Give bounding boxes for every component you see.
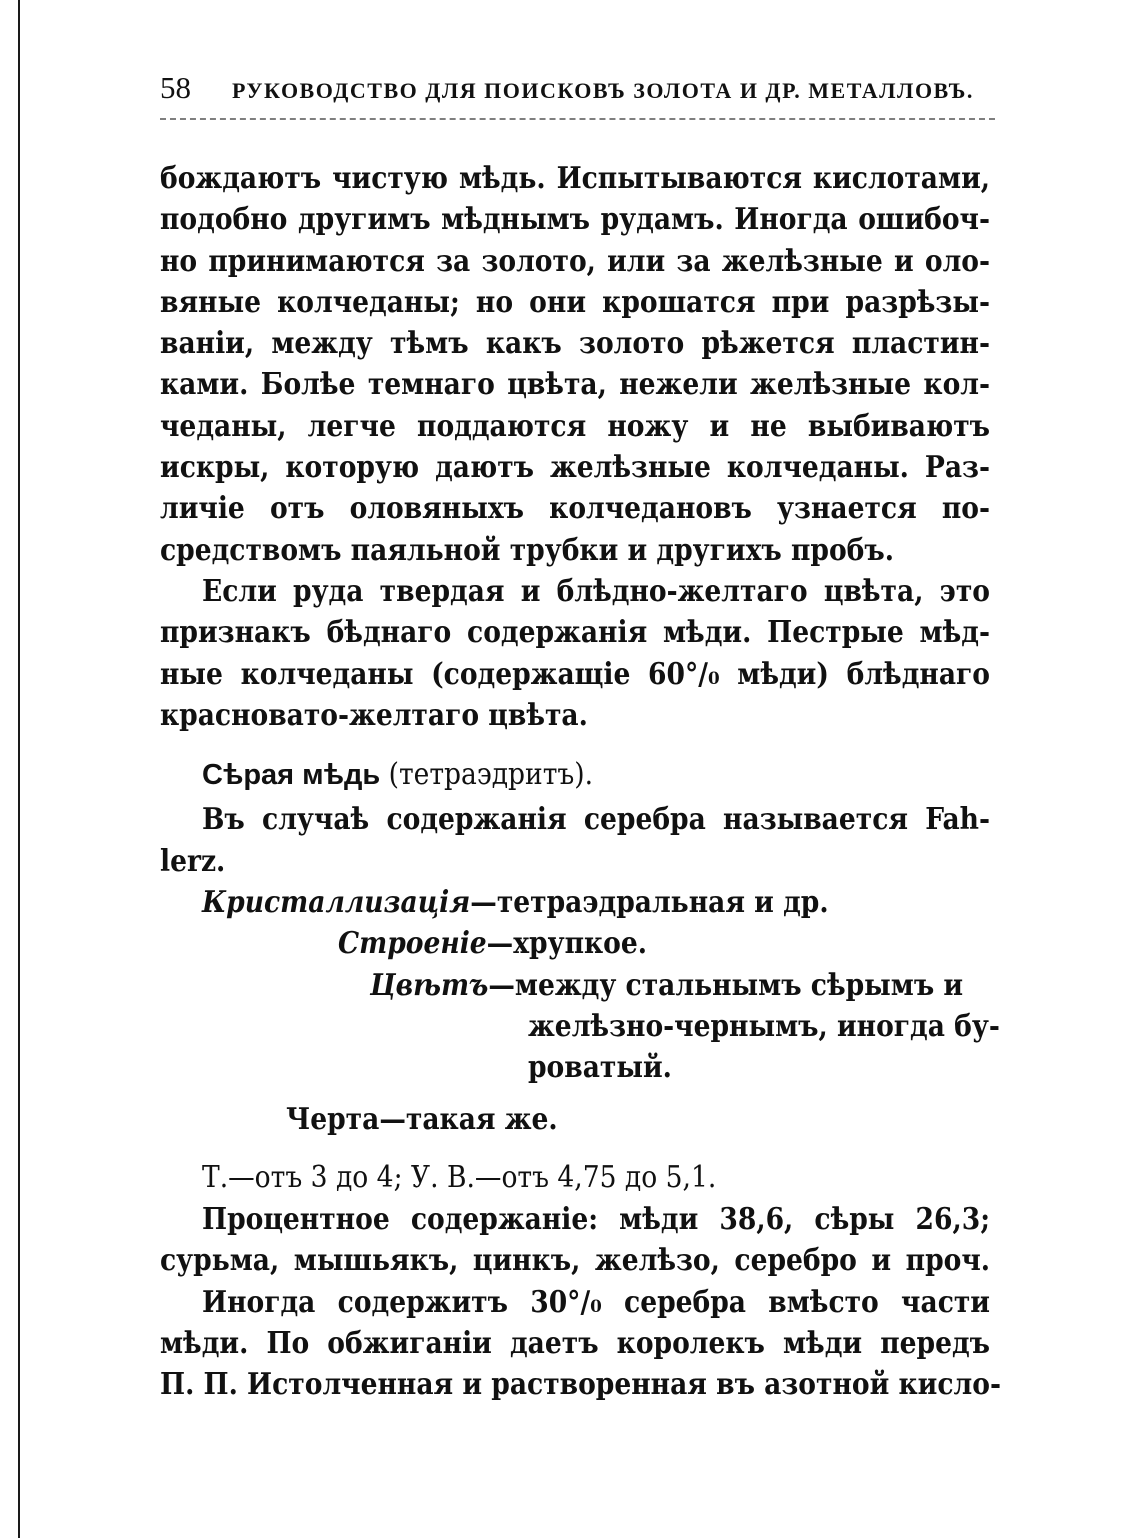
property-value: —тетраэдральная и др. xyxy=(470,884,829,920)
section-heading-plain: (тетраэдритъ). xyxy=(380,757,594,792)
text-line: Иногда содержитъ 30°/₀ серебра вмѣсто части xyxy=(202,1283,990,1319)
property-color-cont: роватый. xyxy=(528,1049,672,1085)
text-line: сурьма, мышьякъ, цинкъ, желѣзо, серебро и проч. xyxy=(160,1242,990,1278)
text-line: средствомъ паяльной трубки и другихъ пробъ. xyxy=(160,531,894,567)
body-text xyxy=(160,157,1001,1405)
section-intro xyxy=(160,798,990,881)
property-term: Кристаллизація xyxy=(202,884,471,920)
section-heading-bold: Сѣрая мѣдь xyxy=(202,759,381,792)
section-heading xyxy=(160,753,990,794)
property-color-cont: желѣзно-чернымъ, иногда бу- xyxy=(528,1007,1000,1043)
text-line: искры, которую даютъ желѣзные колчеданы. Раз- xyxy=(160,449,990,485)
paragraph-1 xyxy=(160,157,990,570)
header-rule xyxy=(160,118,995,120)
text-line: бождаютъ чистую мѣдь. Испытываются кислотами, xyxy=(160,160,990,195)
text-line: ваніи, между тѣмъ какъ золото рѣжется пластин- xyxy=(160,325,990,361)
text-line: красновато-желтаго цвѣта. xyxy=(160,696,588,732)
property-color xyxy=(160,964,990,1005)
property-term: Цвѣтъ xyxy=(370,966,489,1002)
property-structure xyxy=(160,922,990,963)
text-line: ные колчеданы (содержащіе 60°/₀ мѣди) блѣднаго xyxy=(160,655,990,691)
hardness-line: Т.—отъ 3 до 4; У. В.—отъ 4,75 до 5,1. xyxy=(202,1159,717,1194)
paragraph-2 xyxy=(160,570,990,735)
text-line: личіе отъ оловяныхъ колчедановъ узнается по- xyxy=(160,490,990,526)
running-head xyxy=(160,70,990,114)
text-line: Въ случаѣ содержанія серебра называется Fah- xyxy=(202,801,990,837)
property-value: —между стальнымъ сѣрымъ и xyxy=(488,966,964,1002)
text-line: П. П. Истолченная и растворенная въ азотной кисло- xyxy=(160,1366,1001,1402)
text-line: lerz. xyxy=(160,842,226,878)
property-streak: Черта—такая же. xyxy=(286,1100,558,1136)
text-line: вяные колчеданы; но они крошатся при разрѣзы- xyxy=(160,283,990,319)
book-page xyxy=(160,70,1001,1405)
property-term: Строеніе xyxy=(338,925,487,961)
text-line: подобно другимъ мѣднымъ рудамъ. Иногда ошибоч- xyxy=(160,201,990,237)
last-paragraph xyxy=(160,1281,1001,1405)
page-number: 58 xyxy=(160,70,191,105)
text-line: мѣди. По обжиганіи даетъ королекъ мѣди передъ xyxy=(160,1325,990,1361)
properties-block xyxy=(160,881,1000,1139)
running-title: РУКОВОДСТВО ДЛЯ ПОИСКОВЪ ЗОЛОТА И ДР. МЕТАЛЛОВЪ. xyxy=(232,78,974,103)
composition-paragraph xyxy=(160,1198,990,1281)
property-value: —хрупкое. xyxy=(486,925,647,961)
text-line: но принимаются за золото, или за желѣзные и оло- xyxy=(160,242,990,278)
text-line: чеданы, легче поддаются ножу и не выбиваютъ xyxy=(160,407,990,443)
text-line: ками. Болѣе темнаго цвѣта, нежели желѣзные кол- xyxy=(160,366,990,402)
page-edge-rule xyxy=(18,0,20,1538)
text-line: Если руда твердая и блѣдно-желтаго цвѣта, это xyxy=(202,572,990,608)
text-line: признакъ бѣднаго содержанія мѣди. Пестрые мѣд- xyxy=(160,614,990,650)
text-line: Процентное содержаніе: мѣди 38,6, сѣры 26,3; xyxy=(202,1201,990,1237)
property-crystallization xyxy=(160,881,990,922)
